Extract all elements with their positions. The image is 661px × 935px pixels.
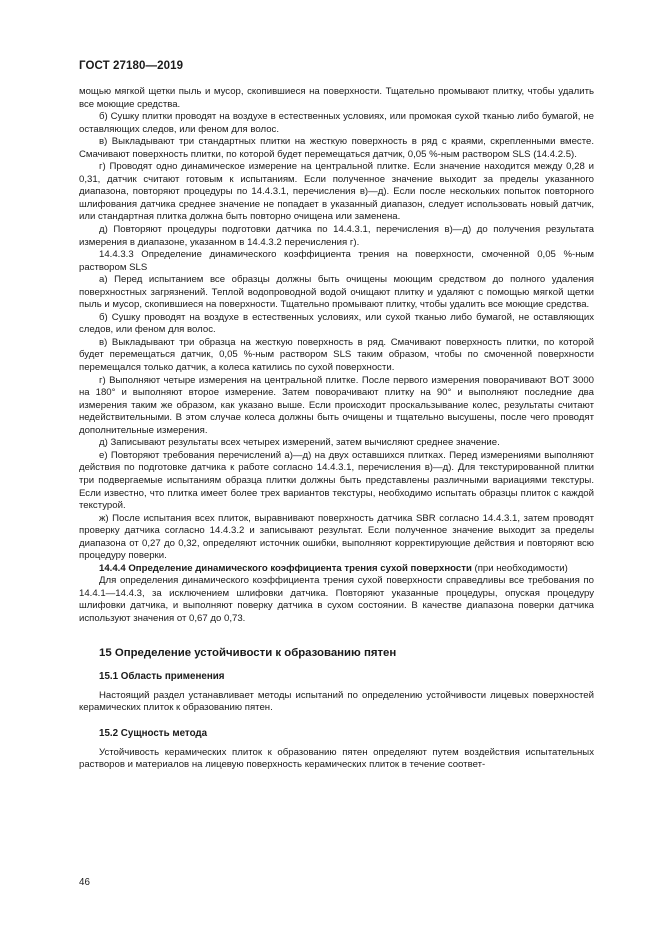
section-15-2-text: Устойчивость керамических плиток к образованию пятен определяют путем воздействия испытательных растворов и материалов на лицевую поверхность керамических плиток в течение соответ- xyxy=(79,746,594,771)
paragraph: мощью мягкой щетки пыль и мусор, скопившиеся на поверхности. Тщательно промывают плитку, чтобы удалить все моющие средства. xyxy=(79,86,594,110)
paragraph: в) Выкладывают три образца на жесткую поверхность в ряд. Смачивают поверхность плитки, по которой будет перемещаться датчик, 0,05 %-ным раствором SLS таким образом, чтобы по смоченной поверхности перемещался только датчик, а колеса катились по сухой поверхности. xyxy=(79,336,594,374)
paragraph: д) Записывают результаты всех четырех измерений, затем вычисляют среднее значение. xyxy=(99,437,500,449)
paragraph: ж) После испытания всех плиток, выравнивают поверхность датчика SBR согласно 14.4.3.1, затем проводят проверку датчика согласно 14.4.3.2 и записывают результат. Если полученное значение выходит за пределы диапазона от 0,27 до 0,32, определяют источник ошибки, выполняют корректирующие действия и повторяют всю процедуру поверки. xyxy=(79,512,594,562)
paragraph: в) Выкладывают три стандартных плитки на жесткую поверхность в ряд с краями, скрепленными вместе. Смачивают поверхность плитки, по которой будет перемещаться датчик, 0,05 %-ным раствором SLS (14.4.2.5). xyxy=(79,136,594,160)
paragraph: а) Перед испытанием все образцы должны быть очищены моющим средством до полного удаления поверхностных загрязнений. Теплой водопроводной водой очищают плитку и удаляют с помощью мягкой щетки пыль и мусор, скопившиеся на поверхности. Тщательно промывают плитку, чтобы удалить все моющие средства. xyxy=(79,274,594,311)
subsection-14-4-4-note: (при необходимости) xyxy=(471,562,568,574)
section-15-title: 15 Определение устойчивости к образованию пятен xyxy=(99,646,397,659)
page-number: 46 xyxy=(79,877,90,888)
subsection-14-4-4-heading xyxy=(79,563,594,576)
paragraph: Для определения динамического коэффициента трения сухой поверхности справедливы все требования по 14.4.1—14.4.3, за исключением шлифовки датчика. Повторяют указанные процедуры, опуская процедуру шлифовки датчика, и выполняют поверку датчика в сухом состоянии. В качестве диапазона поверки датчика используют значения от 0,67 до 0,73. xyxy=(79,575,594,624)
section-15-2-title: 15.2 Сущность метода xyxy=(99,727,208,739)
paragraph: 14.4.3.3 Определение динамического коэффициента трения на поверхности, смоченной 0,05 %-ным раствором SLS xyxy=(79,249,594,273)
document-header: ГОСТ 27180—2019 xyxy=(79,60,184,72)
document-page xyxy=(79,60,594,772)
subsection-14-4-4-title: 14.4.4 Определение динамического коэффициента трения сухой поверхности xyxy=(99,562,472,574)
paragraph: г) Выполняют четыре измерения на центральной плитке. После первого измерения поворачивают BOT 3000 на 180° и выполняют второе измерение. Затем поворачивают плитку на 90° и выполняют последние два измерения таким же образом, как указано выше. Если происходит проскальзывание колес, результаты считают недействительными. В этом случае колеса должны быть очищены и тщательно высушены, после чего проводят дополнительные измерения. xyxy=(79,374,594,436)
section-15-1-text: Настоящий раздел устанавливает методы испытаний по определению устойчивости лицевых поверхностей керамических плиток к образованию пятен. xyxy=(79,689,594,714)
paragraph: б) Сушку проводят на воздухе в естественных условиях, или сухой тканью либо бумагой, не оставляющих следов, или феном для волос. xyxy=(79,311,594,336)
paragraph: д) Повторяют процедуры подготовки датчика по 14.4.3.1, перечисления в)—д) до получения результата измерения в диапазоне, указанном в 14.4.3.2 перечисления г). xyxy=(79,224,594,248)
paragraph: е) Повторяют требования перечислений а)—д) на двух оставшихся плитках. Перед измерениями выполняют действия по подготовке датчика к работе согласно 14.4.3.1, перечисления в)—д). Для текстурированной плитки три подвергаемые испытаниям образца плитки должны быть представлены различными вариациями текстуры. Если известно, что плитка имеет более трех вариантов текстуры, необходимо испытать образцы плиток с каждой текстурой. xyxy=(79,449,594,512)
section-15-1-title: 15.1 Область применения xyxy=(99,670,225,682)
paragraph: б) Сушку плитки проводят на воздухе в естественных условиях, или промокая сухой тканью либо бумагой, не оставляющих следов, или феном для волос. xyxy=(79,111,594,135)
paragraph: г) Проводят одно динамическое измерение на центральной плитке. Если значение находится между 0,28 и 0,31, датчик считают готовым к испытаниям. Если полученное значение выходит за пределы указанного диапазона, повторяют процедуры по 14.4.3.1, перечисления в)—д). Если после нескольких попыток повторного шлифования датчика среднее значение не попадает в указанный диапазон, следует использовать новый датчик, или стандартная плитка должна быть повторно очищена или заменена. xyxy=(79,161,594,223)
